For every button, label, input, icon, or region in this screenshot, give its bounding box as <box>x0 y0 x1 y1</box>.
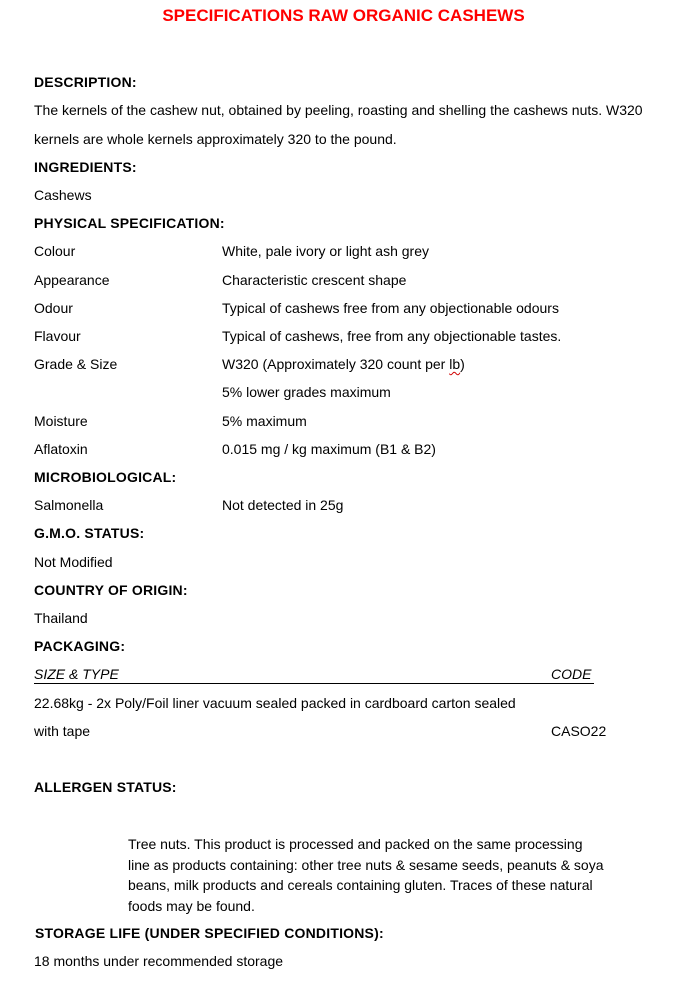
packaging-heading: PACKAGING: <box>34 638 126 654</box>
spec-label-colour: Colour <box>34 243 76 259</box>
ingredients-value: Cashews <box>34 187 92 203</box>
physical-spec-heading: PHYSICAL SPECIFICATION: <box>34 215 225 231</box>
packaging-item-code: CASO22 <box>551 723 607 739</box>
gmo-value: Not Modified <box>34 554 113 570</box>
spec-value-aflatoxin: 0.015 mg / kg maximum (B1 & B2) <box>222 441 436 457</box>
spec-value-grade-size <box>222 355 465 373</box>
spec-label-grade-size: Grade & Size <box>34 356 118 372</box>
description-line-2: kernels are whole kernels approximately 320 to the pound. <box>34 131 397 147</box>
spellcheck-flagged-word: lb <box>449 356 461 372</box>
packaging-table-header <box>34 665 594 684</box>
gmo-heading: G.M.O. STATUS: <box>34 525 145 541</box>
spec-label-flavour: Flavour <box>34 328 81 344</box>
spec-label-odour: Odour <box>34 300 73 316</box>
spec-label-aflatoxin: Aflatoxin <box>34 441 88 457</box>
grade-size-text-pre: W320 (Approximately 320 count per <box>222 356 450 372</box>
packaging-item-line-1: 22.68kg - 2x Poly/Foil liner vacuum sealed packed in cardboard carton sealed <box>34 695 516 711</box>
spec-label-salmonella: Salmonella <box>34 497 104 513</box>
origin-heading: COUNTRY OF ORIGIN: <box>34 582 188 598</box>
spec-label-appearance: Appearance <box>34 272 110 288</box>
microbiological-heading: MICROBIOLOGICAL: <box>34 469 177 485</box>
spec-value-flavour: Typical of cashews, free from any objectionable tastes. <box>222 328 562 344</box>
allergen-heading: ALLERGEN STATUS: <box>34 779 177 795</box>
spec-value-appearance: Characteristic crescent shape <box>222 272 407 288</box>
grade-size-text-post: ) <box>460 356 465 372</box>
packaging-col-size-type: SIZE & TYPE <box>34 666 119 682</box>
description-heading: DESCRIPTION: <box>34 74 137 90</box>
storage-value: 18 months under recommended storage <box>34 953 284 969</box>
spec-value-odour: Typical of cashews free from any objectionable odours <box>222 300 559 316</box>
allergen-text: Tree nuts. This product is processed and packed on the same processing line as products containing: other tree nuts & sesame seeds, peanuts & soya beans, milk products and cereals containing gluten. Traces of these natural foods may be found. <box>128 836 604 914</box>
packaging-col-code: CODE <box>551 666 592 682</box>
spec-value-colour: White, pale ivory or light ash grey <box>222 243 429 259</box>
packaging-item-line-2: with tape <box>34 723 91 739</box>
spec-value-moisture: 5% maximum <box>222 413 307 429</box>
document-title: SPECIFICATIONS RAW ORGANIC CASHEWS <box>162 6 525 25</box>
ingredients-heading: INGREDIENTS: <box>34 159 137 175</box>
storage-heading: STORAGE LIFE (UNDER SPECIFIED CONDITIONS): <box>35 925 384 941</box>
description-line-1: The kernels of the cashew nut, obtained by peeling, roasting and shelling the cashews nuts. W320 <box>34 102 643 118</box>
spec-value-grade-size-2: 5% lower grades maximum <box>222 384 391 400</box>
origin-value: Thailand <box>34 610 88 626</box>
spec-label-moisture: Moisture <box>34 413 88 429</box>
spec-value-salmonella: Not detected in 25g <box>222 497 344 513</box>
